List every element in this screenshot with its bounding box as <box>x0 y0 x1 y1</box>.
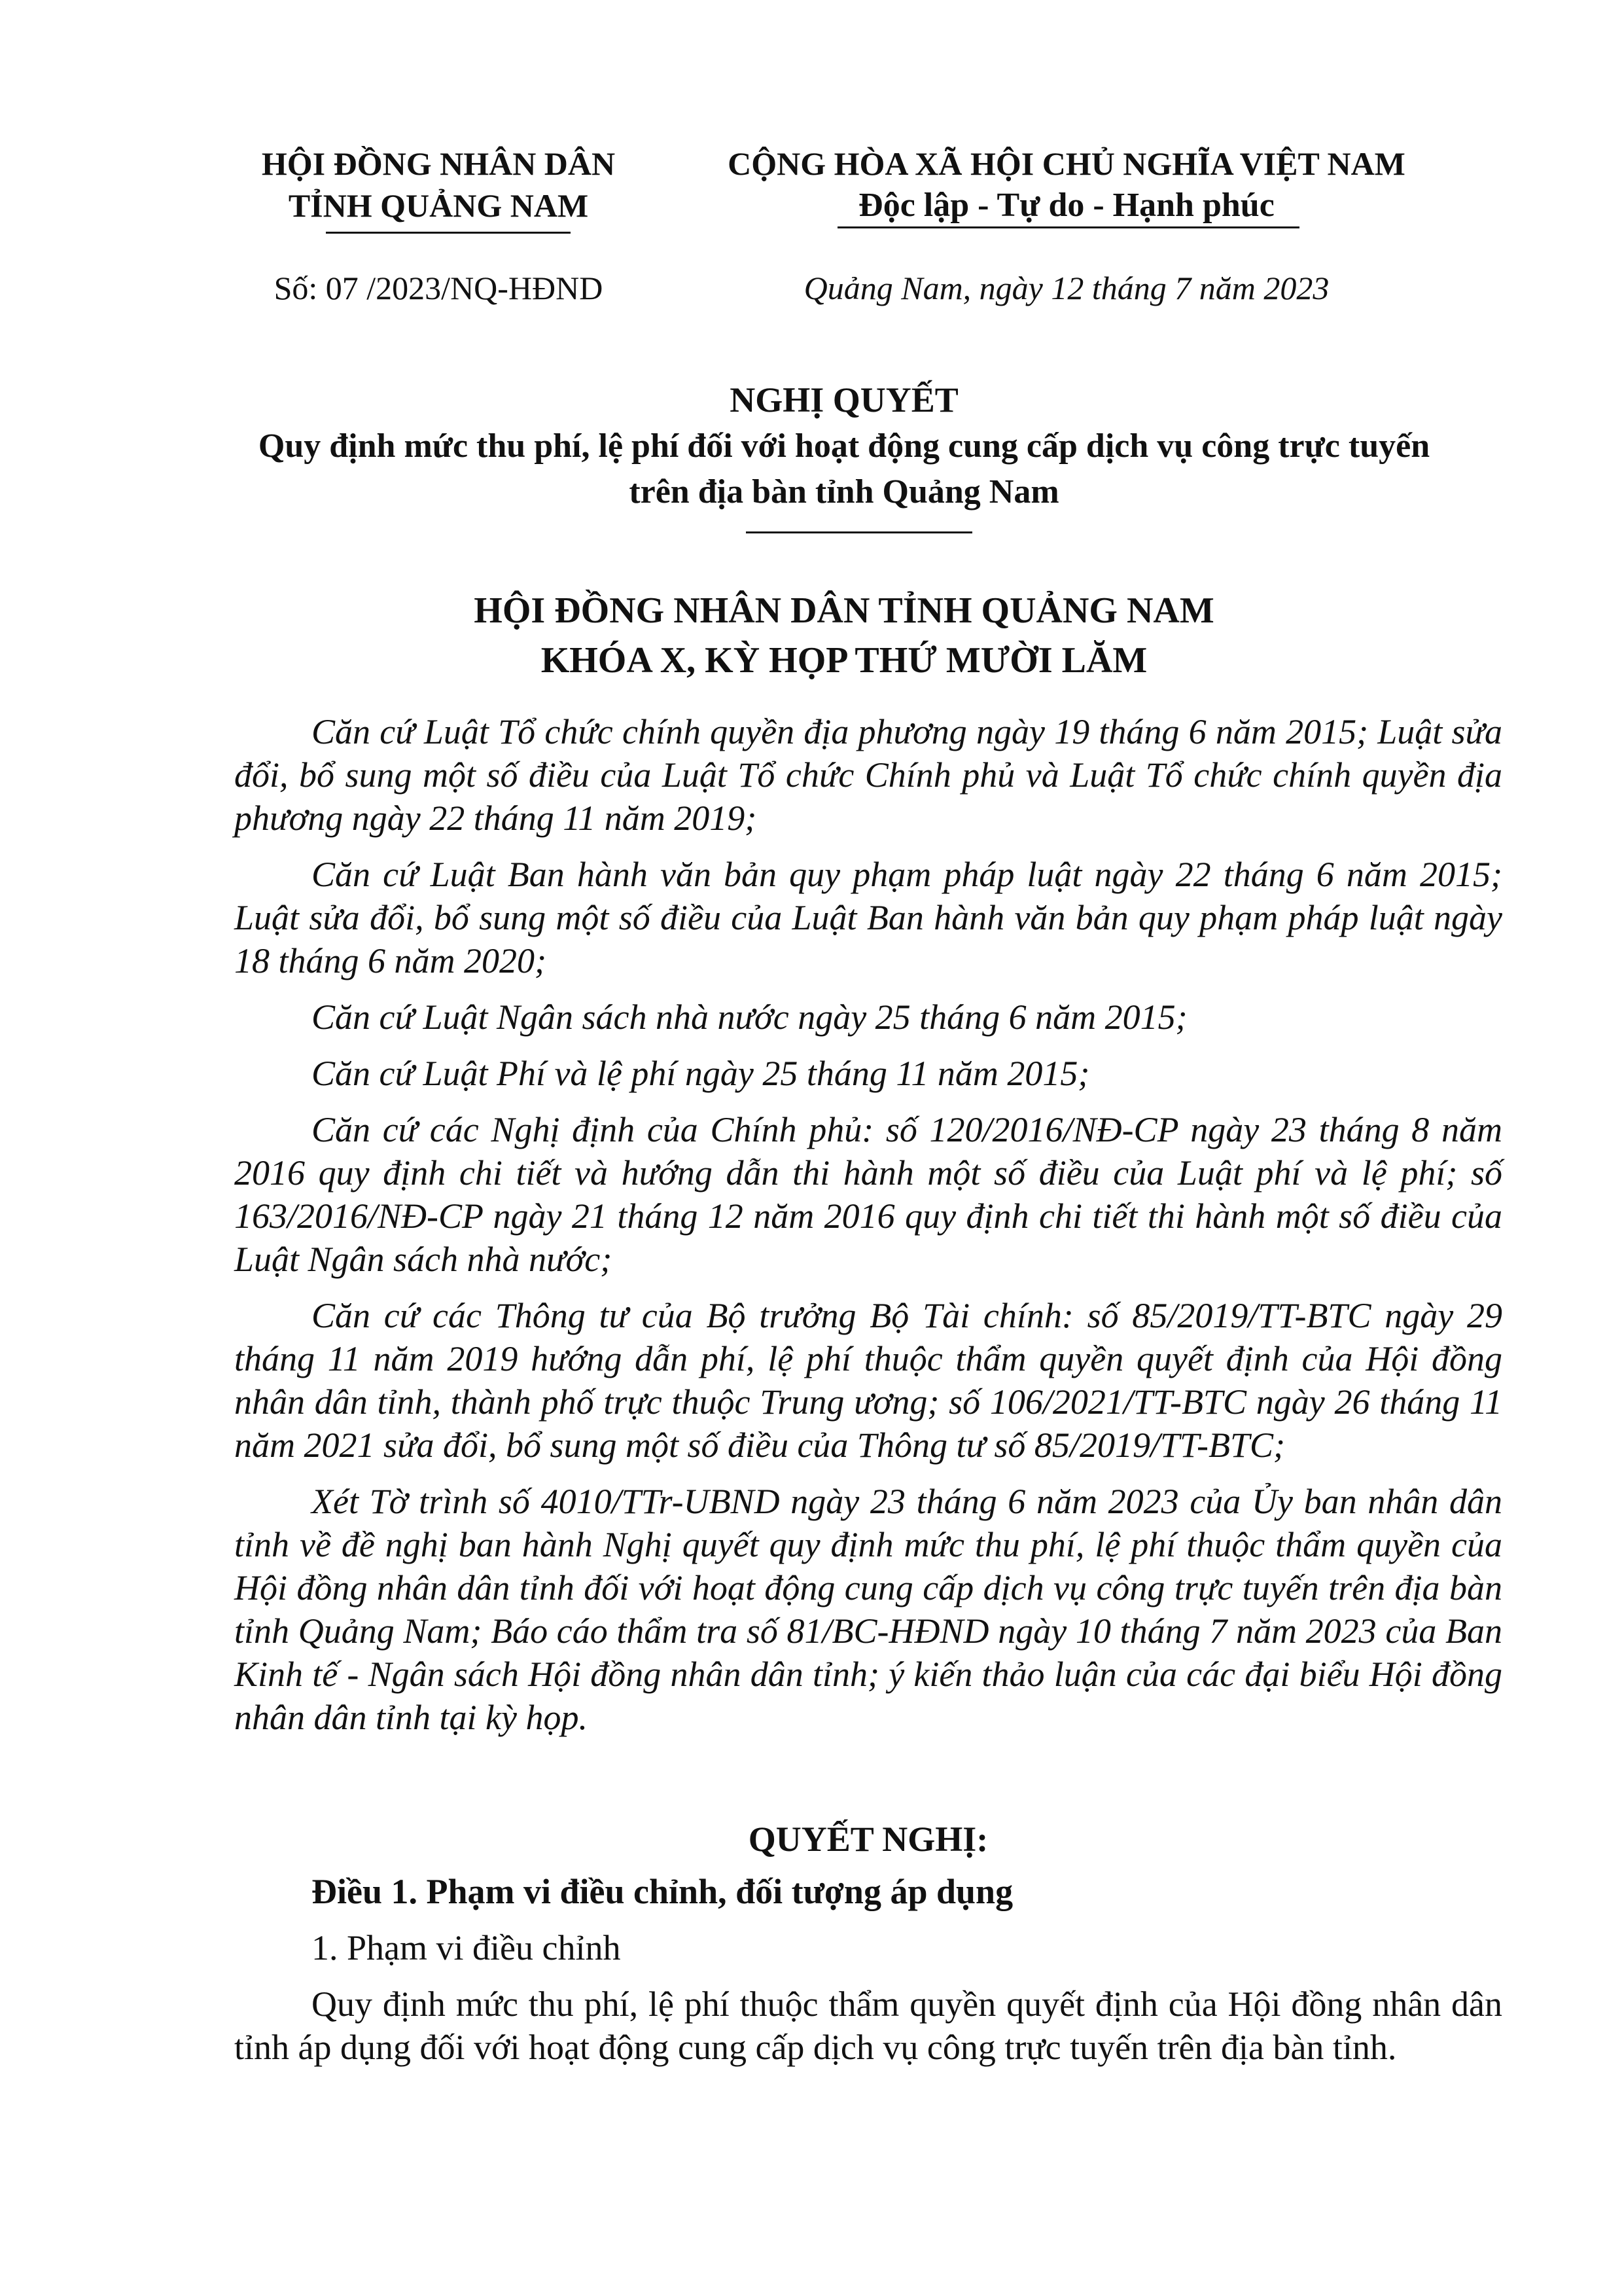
title-underline <box>746 531 972 533</box>
national-motto: Độc lập - Tự do - Hạnh phúc <box>858 187 1275 224</box>
council-name: HỘI ĐỒNG NHÂN DÂN TỈNH QUẢNG NAM <box>474 590 1214 631</box>
preamble-paragraph: Căn cứ Luật Tổ chức chính quyền địa phương ngày 19 tháng 6 năm 2015; Luật sửa đổi, bổ sung một số điều của Luật Tổ chức Chính phủ và Luật Tổ chức chính quyền địa phương ngày 22 tháng 11 năm 2019; <box>234 712 1502 838</box>
document-body <box>234 710 1502 2082</box>
preamble-paragraph: Căn cứ Luật Phí và lệ phí ngày 25 tháng 11 năm 2015; <box>311 1054 1090 1093</box>
national-title-block <box>680 143 1453 226</box>
council-session: KHÓA X, KỲ HỌP THỨ MƯỜI LĂM <box>540 640 1148 681</box>
issuer-block <box>209 143 667 226</box>
preamble-paragraph: Căn cứ các Thông tư của Bộ trưởng Bộ Tài chính: số 85/2019/TT-BTC ngày 29 tháng 11 năm 2019 hướng dẫn phí, lệ phí thuộc thẩm quyền quyết định của Hội đồng nhân dân tỉnh, thành phố trực thuộc Trung ương; số 106/2021/TT-BTC ngày 26 tháng 11 năm 2021 sửa đổi, bổ sung một số điều của Thông tư số 85/2019/TT-BTC; <box>234 1296 1502 1465</box>
motto-underline <box>838 226 1299 228</box>
document-number: Số: 07 /2023/NQ-HĐND <box>274 270 603 306</box>
document-type: NGHỊ QUYẾT <box>730 380 959 420</box>
document-subject-line2: trên địa bàn tỉnh Quảng Nam <box>629 473 1059 511</box>
issuer-name: HỘI ĐỒNG NHÂN DÂN <box>261 145 616 182</box>
preamble-paragraph: Căn cứ Luật Ban hành văn bản quy phạm pháp luật ngày 22 tháng 6 năm 2015; Luật sửa đổi, bổ sung một số điều của Luật Ban hành văn bản quy phạm pháp luật ngày 18 tháng 6 năm 2020; <box>234 855 1502 980</box>
preamble-paragraph: Căn cứ Luật Ngân sách nhà nước ngày 25 tháng 6 năm 2015; <box>311 997 1188 1037</box>
council-block <box>196 586 1492 685</box>
clause-1-title: 1. Phạm vi điều chỉnh <box>311 1928 621 1967</box>
document-title-block <box>196 376 1492 515</box>
decision-heading: QUYẾT NGHỊ: <box>748 1820 989 1859</box>
preamble-paragraph: Căn cứ các Nghị định của Chính phủ: số 120/2016/NĐ-CP ngày 23 tháng 8 năm 2016 quy định chi tiết và hướng dẫn thi hành một số điều của Luật phí và lệ phí; số 163/2016/NĐ-CP ngày 21 tháng 12 năm 2016 quy định chi tiết thi hành một số điều của Luật Ngân sách nhà nước; <box>234 1110 1502 1279</box>
issuer-province: TỈNH QUẢNG NAM <box>288 187 589 224</box>
issuer-underline <box>326 232 571 234</box>
document-subject-line1: Quy định mức thu phí, lệ phí đối với hoạt động cung cấp dịch vụ công trực tuyến <box>258 427 1430 465</box>
clause-1-text: Quy định mức thu phí, lệ phí thuộc thẩm quyền quyết định của Hội đồng nhân dân tỉnh áp dụng đối với hoạt động cung cấp dịch vụ công trực tuyến trên địa bàn tỉnh. <box>234 1984 1502 2067</box>
article-1-title: Điều 1. Phạm vi điều chỉnh, đối tượng áp dụng <box>311 1872 1014 1911</box>
preamble-paragraph: Xét Tờ trình số 4010/TTr-UBND ngày 23 tháng 6 năm 2023 của Ủy ban nhân dân tỉnh về đề nghị ban hành Nghị quyết quy định mức thu phí, lệ phí thuộc thẩm quyền của Hội đồng nhân dân tỉnh đối với hoạt động cung cấp dịch vụ công trực tuyến trên địa bàn tỉnh Quảng Nam; Báo cáo thẩm tra số 81/BC-HĐND ngày 10 tháng 7 năm 2023 của Ban Kinh tế - Ngân sách Hội đồng nhân dân tỉnh; ý kiến thảo luận của các đại biểu Hội đồng nhân dân tỉnh tại kỳ họp. <box>234 1482 1502 1737</box>
place-and-date: Quảng Nam, ngày 12 tháng 7 năm 2023 <box>803 270 1330 306</box>
national-title: CỘNG HÒA XÃ HỘI CHỦ NGHĨA VIỆT NAM <box>728 145 1405 182</box>
